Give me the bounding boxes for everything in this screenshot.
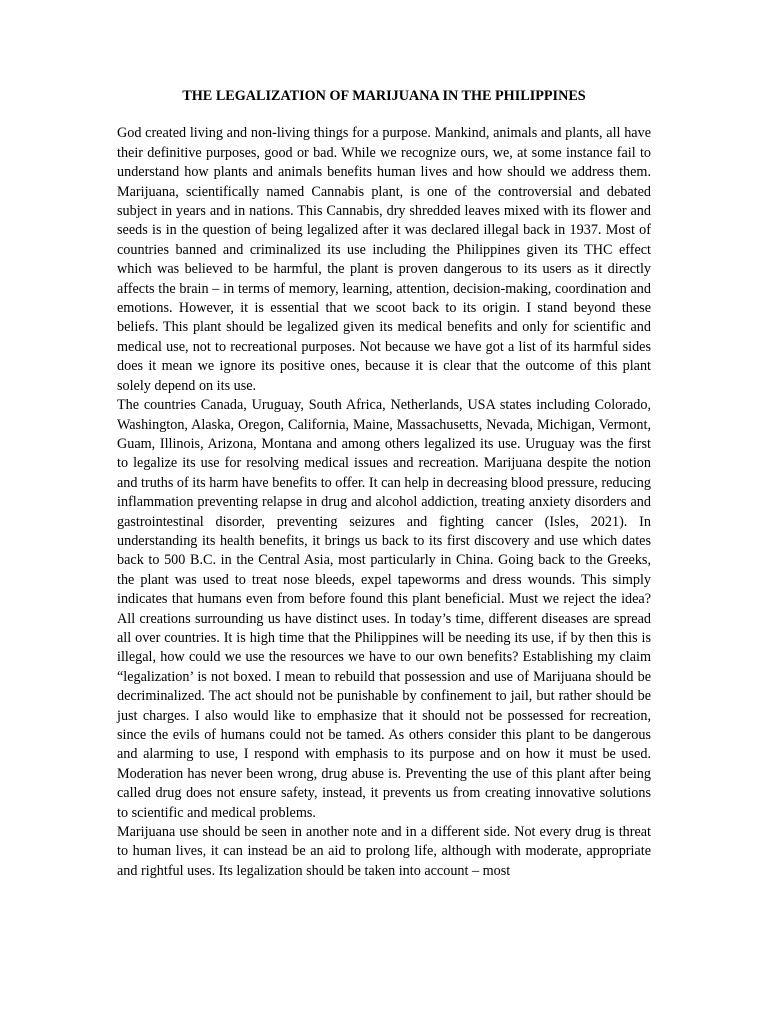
document-title: THE LEGALIZATION OF MARIJUANA IN THE PHILIPPINES	[182, 88, 586, 104]
paragraph-1: God created living and non-living things for a purpose. Mankind, animals and plants, all have their definitive purposes, good or bad. While we recognize ours, we, at some instance fail to understand how plants and animals benefits human lives and how should we address them. Marijuana, scientifically named Cannabis plant, is one of the controversial and debated subject in years and in nations. This Cannabis, dry shredded leaves mixed with its flower and seeds is in the question of being legalized after it was declared illegal back in 1937. Most of countries banned and criminalized its use including the Philippines given its THC effect which was believed to be harmful, the plant is proven dangerous to its users as it directly affects the brain – in terms of memory, learning, attention, decision-making, coordination and emotions. However, it is essential that we scoot back to its origin. I stand beyond these beliefs. This plant should be legalized given its medical benefits and only for scientific and medical use, not to recreational purposes. Not because we have got a list of its harmful sides does it mean we ignore its positive ones, because it is clear that the outcome of this plant solely depend on its use.	[117, 125, 651, 394]
paragraph-2: The countries Canada, Uruguay, South Africa, Netherlands, USA states including Colorado, Washington, Alaska, Oregon, California, Maine, Massachusetts, Nevada, Michigan, Vermont, Guam, Illinois, Arizona, Montana and among others legalized its use. Uruguay was the first to legalize its use for resolving medical issues and recreation. Marijuana despite the notion and truths of its harm have benefits to offer. It can help in decreasing blood pressure, reducing inflammation preventing relapse in drug and alcohol addiction, treating anxiety disorders and gastrointestinal disorder, preventing seizures and fighting cancer (Isles, 2021). In understanding its health benefits, it brings us back to its first discovery and use which dates back to 500 B.C. in the Central Asia, most particularly in China. Going back to the Greeks, the plant was used to treat nose bleeds, expel tapeworms and dress wounds. This simply indicates that humans even from before found this plant beneficial. Must we reject the idea? All creations surrounding us have distinct uses. In today’s time, different diseases are spread all over countries. It is high time that the Philippines will be needing its use, if by then this is illegal, how could we use the resources we have to our own benefits? Establishing my claim “legalization’ is not boxed. I mean to rebuild that possession and use of Marijuana should be decriminalized. The act should not be punishable by confinement to jail, but rather should be just charges. I also would like to emphasize that it should not be possessed for recreation, since the evils of humans could not be tamed. As others consider this plant to be dangerous and alarming to use, I respond with emphasis to its purpose and on how it must be used. Moderation has never been wrong, drug abuse is. Preventing the use of this plant after being called drug does not ensure safety, instead, it prevents us from creating innovative solutions to scientific and medical problems.	[117, 397, 651, 821]
paragraph-3: Marijuana use should be seen in another note and in a different side. Not every drug is threat to human lives, it can instead be an aid to prolong life, although with moderate, appropriate and rightful uses. Its legalization should be taken into account – most	[117, 824, 651, 879]
document-body	[117, 87, 651, 881]
